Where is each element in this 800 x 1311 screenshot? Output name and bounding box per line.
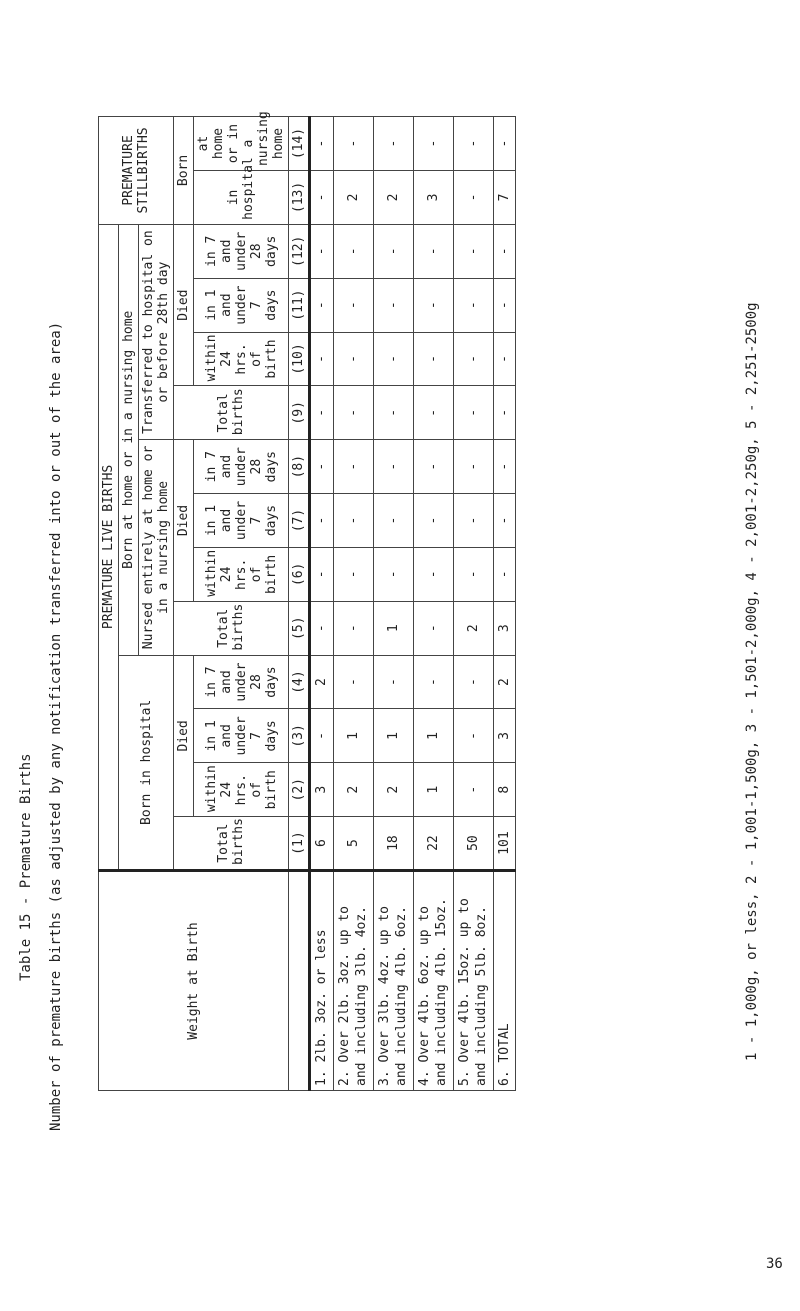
column-number: (2) — [289, 763, 310, 817]
column-number: (14) — [289, 117, 310, 171]
cell-value: - — [373, 440, 413, 494]
cell-value: 2 — [493, 655, 516, 709]
cell-value: 3 — [310, 763, 334, 817]
cell-value: 1 — [413, 763, 453, 817]
cell-value: 5 — [333, 817, 373, 871]
cell-value: - — [373, 547, 413, 601]
cell-value: 2 — [453, 601, 493, 655]
cell-value: 3 — [493, 601, 516, 655]
cell-value: - — [413, 494, 453, 548]
cell-value: - — [310, 601, 334, 655]
col2-header: within 24 hrs. of birth — [194, 763, 289, 817]
col9-total-births: Total births — [174, 386, 289, 440]
col4-header: in 7 and under 28 days — [194, 655, 289, 709]
cell-value: - — [373, 386, 413, 440]
cell-value: - — [310, 709, 334, 763]
page-number: 36 — [766, 1256, 783, 1272]
table-row — [453, 117, 493, 1091]
cell-value: - — [493, 386, 516, 440]
cell-value: - — [413, 386, 453, 440]
cell-value: - — [453, 117, 493, 171]
born-in-hospital-header: Born in hospital — [119, 655, 174, 870]
cell-value: 3 — [413, 171, 453, 225]
col12-header: in 7 and under 28 days — [194, 224, 289, 278]
cell-value: - — [453, 547, 493, 601]
cell-value: 22 — [413, 817, 453, 871]
cell-value: - — [310, 547, 334, 601]
cell-value: - — [493, 440, 516, 494]
column-number: (4) — [289, 655, 310, 709]
home-died-header: Died — [174, 440, 194, 602]
cell-value: 3 — [493, 709, 516, 763]
table-body — [310, 117, 516, 1091]
cell-value: - — [373, 278, 413, 332]
cell-value: - — [310, 440, 334, 494]
cell-value: - — [453, 494, 493, 548]
cell-value: - — [310, 386, 334, 440]
cell-value: - — [310, 332, 334, 386]
cell-value: - — [373, 224, 413, 278]
col7-header: in 1 and under 7 days — [194, 494, 289, 548]
weight-label: 3. Over 3lb. 4oz. up to and including 4lb. 6oz. — [373, 871, 413, 1091]
cell-value: - — [453, 332, 493, 386]
cell-value: 18 — [373, 817, 413, 871]
cell-value: - — [413, 224, 453, 278]
col11-header: in 1 and under 7 days — [194, 278, 289, 332]
born-at-home-header: Born at home or in a nursing home — [119, 224, 139, 655]
cell-value: 2 — [333, 763, 373, 817]
cell-value: 6 — [310, 817, 334, 871]
cell-value: 1 — [373, 601, 413, 655]
cell-value: - — [413, 440, 453, 494]
weight-label: 2. Over 2lb. 3oz. up to and including 3lb. 4oz. — [333, 871, 373, 1091]
cell-value: - — [333, 224, 373, 278]
weight-label: 5. Over 4lb. 15oz. up to and including 5lb. 8oz. — [453, 871, 493, 1091]
column-number: (6) — [289, 547, 310, 601]
cell-value: - — [333, 494, 373, 548]
column-number: (10) — [289, 332, 310, 386]
nursed-entirely-header: Nursed entirely at home or in a nursing home — [139, 440, 174, 655]
col10-header: within 24 hrs. of birth — [194, 332, 289, 386]
cell-value: - — [453, 763, 493, 817]
hospital-died-header: Died — [174, 655, 194, 817]
column-number: (1) — [289, 817, 310, 871]
cell-value: 7 — [493, 171, 516, 225]
table-row — [493, 117, 516, 1091]
weight-label: 6. TOTAL — [493, 871, 516, 1091]
cell-value: 1 — [373, 709, 413, 763]
cell-value: - — [453, 440, 493, 494]
cell-value: - — [453, 655, 493, 709]
column-number: (9) — [289, 386, 310, 440]
cell-value: - — [493, 332, 516, 386]
cell-value: - — [373, 332, 413, 386]
cell-value: - — [493, 224, 516, 278]
cell-value: 1 — [413, 709, 453, 763]
cell-value: 8 — [493, 763, 516, 817]
cell-value: - — [413, 117, 453, 171]
cell-value: - — [333, 278, 373, 332]
column-number: (13) — [289, 171, 310, 225]
cell-value: - — [333, 332, 373, 386]
cell-value: - — [333, 547, 373, 601]
cell-value: - — [333, 117, 373, 171]
cell-value: 2 — [333, 171, 373, 225]
cell-value: - — [333, 655, 373, 709]
premature-stillbirths-header: PREMATURE STILLBIRTHS — [99, 117, 174, 225]
col8-header: in 7 and under 28 days — [194, 440, 289, 494]
cell-value: - — [453, 386, 493, 440]
cell-value: - — [373, 494, 413, 548]
cell-value: - — [413, 655, 453, 709]
cell-value: - — [333, 601, 373, 655]
weight-header: Weight at Birth — [99, 871, 289, 1091]
cell-value: - — [333, 440, 373, 494]
colnum-blank — [289, 871, 310, 1091]
cell-value: - — [453, 171, 493, 225]
cell-value: - — [453, 224, 493, 278]
col1-total-births: Total births — [174, 817, 289, 871]
col5-total-births: Total births — [174, 601, 289, 655]
col13-header: in hospital — [194, 171, 289, 225]
column-number: (7) — [289, 494, 310, 548]
cell-value: 50 — [453, 817, 493, 871]
cell-value: - — [373, 655, 413, 709]
weight-label: 1. 2lb. 3oz. or less — [310, 871, 334, 1091]
cell-value: - — [453, 278, 493, 332]
table-row — [413, 117, 453, 1091]
column-number: (5) — [289, 601, 310, 655]
column-number-row — [289, 117, 310, 1091]
cell-value: 2 — [373, 171, 413, 225]
column-number: (12) — [289, 224, 310, 278]
table-row — [373, 117, 413, 1091]
table-subtitle: Number of premature births (as adjusted by any notification transferred into or out of the area) — [48, 321, 64, 1131]
cell-value: 2 — [373, 763, 413, 817]
cell-value: - — [373, 117, 413, 171]
cell-value: - — [493, 117, 516, 171]
table-row — [310, 117, 334, 1091]
weight-footnote: 1 - 1,000g, or less, 2 - 1,001-1,500g, 3 - 1,501-2,000g, 4 - 2,001-2,250g, 5 - 2,251-2500g — [744, 302, 760, 1061]
col3-header: in 1 and under 7 days — [194, 709, 289, 763]
table-title: Table 15 - Premature Births — [18, 753, 34, 981]
cell-value: - — [333, 386, 373, 440]
cell-value: - — [493, 278, 516, 332]
col14-header: at home or in a nursing home — [194, 117, 289, 171]
column-number: (8) — [289, 440, 310, 494]
cell-value: - — [310, 278, 334, 332]
cell-value: - — [413, 547, 453, 601]
cell-value: - — [493, 494, 516, 548]
weight-label: 4. Over 4lb. 6oz. up to and including 4lb. 15oz. — [413, 871, 453, 1091]
column-number: (3) — [289, 709, 310, 763]
cell-value: 1 — [333, 709, 373, 763]
cell-value: - — [310, 117, 334, 171]
stillbirths-born-header: Born — [174, 117, 194, 225]
table-row — [333, 117, 373, 1091]
transferred-header: Transferred to hospital on or before 28th day — [139, 224, 174, 439]
premature-live-births-header: PREMATURE LIVE BIRTHS — [99, 224, 119, 870]
cell-value: - — [493, 547, 516, 601]
cell-value: - — [310, 224, 334, 278]
premature-births-table — [98, 111, 516, 1091]
cell-value: - — [453, 709, 493, 763]
cell-value: - — [310, 494, 334, 548]
transferred-died-header: Died — [174, 224, 194, 386]
cell-value: 2 — [310, 655, 334, 709]
cell-value: - — [310, 171, 334, 225]
cell-value: - — [413, 278, 453, 332]
cell-value: - — [413, 601, 453, 655]
cell-value: 101 — [493, 817, 516, 871]
column-number: (11) — [289, 278, 310, 332]
col6-header: within 24 hrs. of birth — [194, 547, 289, 601]
cell-value: - — [413, 332, 453, 386]
